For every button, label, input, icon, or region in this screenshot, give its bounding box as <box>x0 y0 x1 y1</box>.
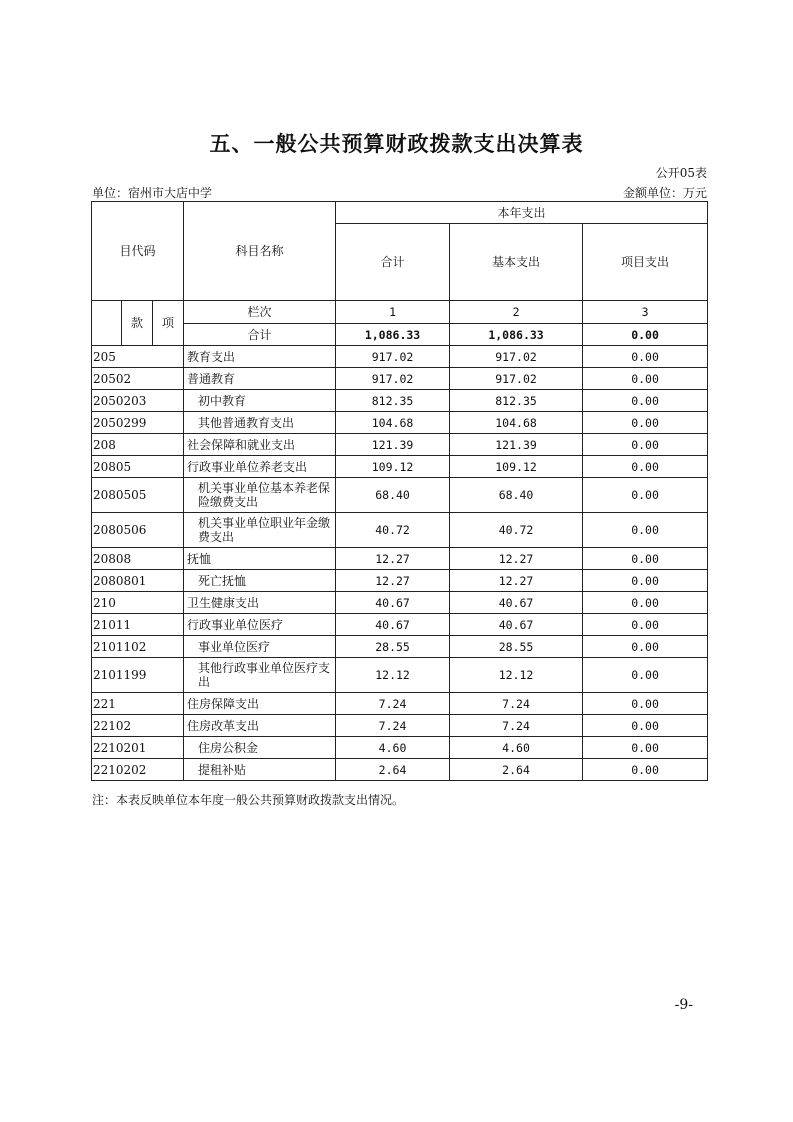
total-project: 0.00 <box>583 324 708 346</box>
row-subject-name: 住房公积金 <box>184 737 336 759</box>
row-basic: 812.35 <box>450 390 583 412</box>
row-basic: 104.68 <box>450 412 583 434</box>
row-code: 20808 <box>92 548 184 570</box>
row-project: 0.00 <box>583 513 708 548</box>
row-subject-name: 机关事业单位基本养老保险缴费支出 <box>184 478 336 513</box>
header-xiang: 项 <box>153 301 184 346</box>
header-lanci: 栏次 <box>184 301 336 324</box>
row-subject-name: 社会保障和就业支出 <box>184 434 336 456</box>
row-total: 917.02 <box>336 368 450 390</box>
row-subject-name: 事业单位医疗 <box>184 636 336 658</box>
row-subject-name: 住房保障支出 <box>184 693 336 715</box>
row-code: 2080801 <box>92 570 184 592</box>
row-subject-name: 普通教育 <box>184 368 336 390</box>
row-basic: 12.27 <box>450 548 583 570</box>
col-index-1: 1 <box>336 301 450 324</box>
total-row <box>92 324 708 346</box>
unit-label: 单位：宿州市大店中学 <box>92 186 213 200</box>
table-row <box>92 636 708 658</box>
row-subject-name: 行政事业单位养老支出 <box>184 456 336 478</box>
row-project: 0.00 <box>583 434 708 456</box>
table-row <box>92 658 708 693</box>
row-subject-name: 教育支出 <box>184 346 336 368</box>
row-code: 2210202 <box>92 759 184 781</box>
row-basic: 121.39 <box>450 434 583 456</box>
row-project: 0.00 <box>583 715 708 737</box>
row-code: 210 <box>92 592 184 614</box>
row-code: 21011 <box>92 614 184 636</box>
row-project: 0.00 <box>583 548 708 570</box>
row-subject-name: 其他行政事业单位医疗支出 <box>184 658 336 693</box>
row-subject-name: 死亡抚恤 <box>184 570 336 592</box>
row-total: 2.64 <box>336 759 450 781</box>
row-project: 0.00 <box>583 346 708 368</box>
row-code: 2050203 <box>92 390 184 412</box>
row-total: 7.24 <box>336 715 450 737</box>
table-row <box>92 737 708 759</box>
table-row <box>92 715 708 737</box>
table-row <box>92 390 708 412</box>
row-code: 2080506 <box>92 513 184 548</box>
row-subject-name: 住房改革支出 <box>184 715 336 737</box>
row-subject-name: 卫生健康支出 <box>184 592 336 614</box>
table-row <box>92 614 708 636</box>
header-subject: 科目名称 <box>184 202 336 301</box>
header-row-1 <box>92 202 708 224</box>
row-code: 2101102 <box>92 636 184 658</box>
row-total: 28.55 <box>336 636 450 658</box>
row-basic: 109.12 <box>450 456 583 478</box>
header-basic: 基本支出 <box>450 224 583 301</box>
total-sum: 1,086.33 <box>336 324 450 346</box>
row-total: 917.02 <box>336 346 450 368</box>
total-label: 合计 <box>184 324 336 346</box>
row-basic: 68.40 <box>450 478 583 513</box>
row-basic: 7.24 <box>450 693 583 715</box>
row-total: 68.40 <box>336 478 450 513</box>
row-code: 208 <box>92 434 184 456</box>
row-basic: 40.72 <box>450 513 583 548</box>
row-basic: 4.60 <box>450 737 583 759</box>
row-project: 0.00 <box>583 759 708 781</box>
row-basic: 40.67 <box>450 592 583 614</box>
row-basic: 28.55 <box>450 636 583 658</box>
header-lei-cell <box>92 301 122 346</box>
row-subject-name: 机关事业单位职业年金缴费支出 <box>184 513 336 548</box>
footnote: 注：本表反映单位本年度一般公共预算财政拨款支出情况。 <box>92 793 405 807</box>
row-total: 104.68 <box>336 412 450 434</box>
row-project: 0.00 <box>583 478 708 513</box>
row-total: 12.27 <box>336 548 450 570</box>
row-project: 0.00 <box>583 737 708 759</box>
row-code: 2050299 <box>92 412 184 434</box>
row-project: 0.00 <box>583 636 708 658</box>
row-code: 20805 <box>92 456 184 478</box>
table-row <box>92 548 708 570</box>
row-subject-name: 行政事业单位医疗 <box>184 614 336 636</box>
row-project: 0.00 <box>583 368 708 390</box>
row-basic: 917.02 <box>450 346 583 368</box>
row-basic: 917.02 <box>450 368 583 390</box>
header-kuan: 款 <box>122 301 153 346</box>
header-current-year-expenditure: 本年支出 <box>336 202 708 224</box>
table-row <box>92 346 708 368</box>
row-project: 0.00 <box>583 412 708 434</box>
table-row <box>92 759 708 781</box>
table-row <box>92 434 708 456</box>
row-project: 0.00 <box>583 456 708 478</box>
row-subject-name: 提租补贴 <box>184 759 336 781</box>
row-project: 0.00 <box>583 693 708 715</box>
row-code: 2080505 <box>92 478 184 513</box>
row-code: 2101199 <box>92 658 184 693</box>
row-project: 0.00 <box>583 592 708 614</box>
row-code: 22102 <box>92 715 184 737</box>
header-total: 合计 <box>336 224 450 301</box>
expenditure-table <box>91 201 708 781</box>
table-row <box>92 368 708 390</box>
row-total: 109.12 <box>336 456 450 478</box>
row-subject-name: 抚恤 <box>184 548 336 570</box>
row-total: 40.67 <box>336 592 450 614</box>
row-project: 0.00 <box>583 570 708 592</box>
row-basic: 12.27 <box>450 570 583 592</box>
row-project: 0.00 <box>583 390 708 412</box>
table-row <box>92 412 708 434</box>
column-index-row <box>92 301 708 324</box>
row-code: 2210201 <box>92 737 184 759</box>
currency-label: 金额单位：万元 <box>622 186 707 200</box>
page-number: -9- <box>674 997 693 1013</box>
table-row <box>92 570 708 592</box>
row-code: 20502 <box>92 368 184 390</box>
row-code: 221 <box>92 693 184 715</box>
row-basic: 2.64 <box>450 759 583 781</box>
row-subject-name: 其他普通教育支出 <box>184 412 336 434</box>
row-total: 812.35 <box>336 390 450 412</box>
table-row <box>92 693 708 715</box>
row-subject-name: 初中教育 <box>184 390 336 412</box>
table-row <box>92 478 708 513</box>
table-row <box>92 592 708 614</box>
row-code: 205 <box>92 346 184 368</box>
row-total: 121.39 <box>336 434 450 456</box>
row-project: 0.00 <box>583 614 708 636</box>
table-row <box>92 513 708 548</box>
row-project: 0.00 <box>583 658 708 693</box>
row-basic: 7.24 <box>450 715 583 737</box>
row-total: 7.24 <box>336 693 450 715</box>
row-basic: 12.12 <box>450 658 583 693</box>
row-total: 4.60 <box>336 737 450 759</box>
table-row <box>92 456 708 478</box>
col-index-3: 3 <box>583 301 708 324</box>
header-code: 目代码 <box>92 202 184 301</box>
col-index-2: 2 <box>450 301 583 324</box>
row-total: 40.72 <box>336 513 450 548</box>
total-basic: 1,086.33 <box>450 324 583 346</box>
header-project: 项目支出 <box>583 224 708 301</box>
row-total: 40.67 <box>336 614 450 636</box>
row-total: 12.12 <box>336 658 450 693</box>
row-total: 12.27 <box>336 570 450 592</box>
page-title: 五、一般公共预算财政拨款支出决算表 <box>209 132 584 156</box>
row-basic: 40.67 <box>450 614 583 636</box>
form-number: 公开05表 <box>655 166 707 180</box>
